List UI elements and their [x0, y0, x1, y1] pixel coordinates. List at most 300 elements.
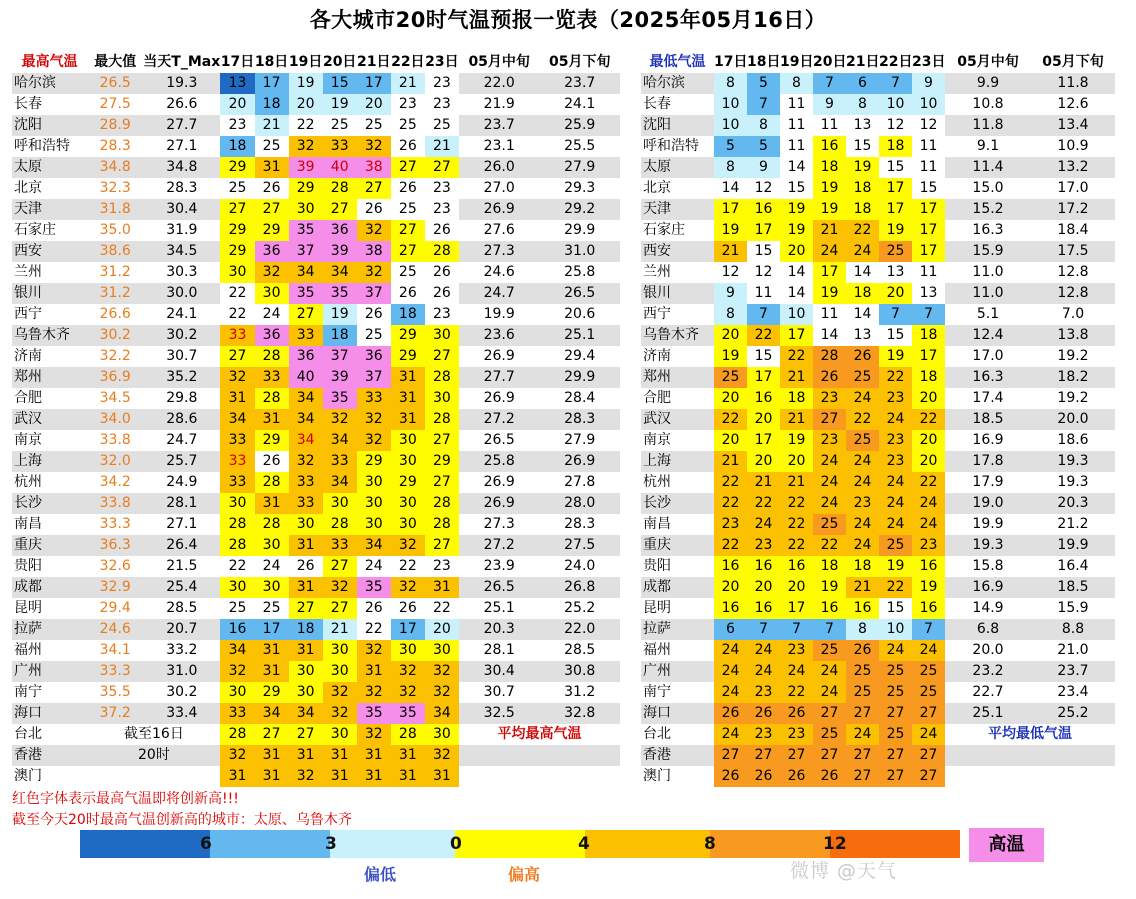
mid-may-value: 22.7: [972, 684, 1004, 700]
city-name: 北京: [14, 180, 42, 196]
min-temp-cell: 17: [912, 346, 945, 367]
min-temp-cell: 20: [912, 388, 945, 409]
watermark: 微博 @天气: [790, 860, 898, 882]
max-temp-cell: 33: [357, 388, 391, 409]
legend-swatch-low-weak: [330, 830, 455, 858]
min-temp-cell: 9: [912, 73, 945, 94]
max-temp-cell: 32: [220, 367, 254, 388]
late-may-value: 10.9: [1057, 138, 1089, 154]
max-temp-cell: 20: [289, 94, 323, 115]
min-temp-cell: 24: [879, 493, 912, 514]
min-temp-cell: 24: [714, 724, 747, 745]
min-temp-cell: 26: [846, 640, 879, 661]
max-header-cell: 23日: [425, 54, 459, 70]
min-temp-cell: 9: [714, 283, 747, 304]
max-temp-cell: 32: [425, 682, 459, 703]
min-temp-cell: 19: [813, 283, 846, 304]
mid-may-value: 26.5: [459, 577, 540, 598]
max-temp-cell: 34: [289, 409, 323, 430]
min-temp-cell: 22: [813, 535, 846, 556]
max-temp-cell: 23: [425, 178, 459, 199]
min-temp-cell: 21: [780, 472, 813, 493]
mid-may-value: 27.2: [459, 535, 540, 556]
empty-cell: [87, 766, 220, 787]
min-temp-cell: 8: [780, 73, 813, 94]
min-temp-cell: 10: [879, 619, 912, 640]
max-temp-cell: 34: [289, 388, 323, 409]
min-temp-cell: 20: [747, 409, 780, 430]
min-temp-cell: 11: [780, 94, 813, 115]
max-temp-cell: 31: [220, 388, 254, 409]
max-temp-cell: 32: [220, 661, 254, 682]
late-may-value: 7.0: [1061, 306, 1085, 322]
min-temp-cell: 13: [879, 262, 912, 283]
min-temp-cell: 14: [846, 262, 879, 283]
today-max: 28.5: [166, 600, 198, 616]
min-temp-cell: 15: [879, 157, 912, 178]
min-temp-cell: 17: [813, 262, 846, 283]
min-temp-cell: 24: [813, 472, 846, 493]
min-table-row: [641, 136, 1115, 157]
max-temp-cell: 30: [289, 661, 323, 682]
max-temp-cell: 30: [220, 682, 254, 703]
max-temp-cell: 31: [357, 766, 391, 787]
min-temp-cell: 16: [780, 556, 813, 577]
mid-may-value: 26.9: [483, 474, 515, 490]
min-temp-cell: 27: [846, 766, 879, 787]
max-table-row: [12, 745, 620, 766]
late-may-value: 32.8: [539, 703, 620, 724]
city-name: 海口: [12, 703, 87, 724]
max-header-cell: 17日: [220, 54, 255, 70]
city-name: 成都: [641, 577, 714, 598]
max-value: 35.0: [99, 222, 131, 238]
max-temp-cell: 31: [391, 745, 425, 766]
min-temp-cell: 15: [747, 241, 780, 262]
max-temp-cell: 32: [289, 451, 323, 472]
mid-may-value: 5.1: [976, 306, 1000, 322]
max-temp-cell: 26: [289, 556, 323, 577]
mid-may-value: 26.5: [483, 432, 515, 448]
min-temp-cell: 24: [747, 640, 780, 661]
today-max: 19.3: [143, 73, 220, 94]
max-value: 26.6: [99, 306, 131, 322]
max-value: 27.5: [99, 96, 131, 112]
max-temp-cell: 31: [255, 745, 289, 766]
max-temp-cell: 33: [323, 535, 357, 556]
min-temp-cell: 27: [912, 766, 945, 787]
min-table-row: [641, 262, 1115, 283]
max-temp-cell: 28: [425, 409, 459, 430]
max-value: 36.9: [87, 367, 143, 388]
mid-may-value: 22.0: [459, 73, 540, 94]
max-temp-cell: 31: [289, 745, 323, 766]
min-temp-cell: 24: [846, 514, 879, 535]
max-temp-cell: 30: [323, 724, 357, 745]
max-temp-cell: 32: [323, 703, 357, 724]
late-may-value: 25.1: [539, 325, 620, 346]
min-temp-cell: 7: [879, 73, 912, 94]
min-temp-cell: 25: [714, 367, 747, 388]
max-value: 31.8: [87, 199, 143, 220]
min-temp-cell: 16: [747, 199, 780, 220]
late-may-value: 23.7: [1031, 661, 1115, 682]
min-temp-cell: 21: [846, 577, 879, 598]
late-may-value: 31.0: [539, 241, 620, 262]
mid-may-value: 27.0: [483, 180, 515, 196]
min-temp-cell: 12: [747, 262, 780, 283]
today-max: 29.8: [166, 390, 198, 406]
mid-may-value: 26.9: [459, 493, 540, 514]
today-max: 25.7: [143, 451, 220, 472]
min-table-row: [641, 598, 1115, 619]
max-temp-cell: 35: [289, 283, 323, 304]
min-temp-cell: 11: [780, 136, 813, 157]
today-max: 28.3: [166, 180, 198, 196]
min-temp-cell: 19: [912, 577, 945, 598]
today-max: 34.5: [143, 241, 220, 262]
min-table-row: [641, 619, 1115, 640]
mid-may-value: 20.0: [972, 642, 1004, 658]
min-temp-cell: 23: [714, 514, 747, 535]
mid-may-value: 19.9: [972, 516, 1004, 532]
min-temp-cell: 13: [846, 325, 879, 346]
max-table-row: [12, 472, 620, 493]
mid-may-value: 26.9: [459, 199, 540, 220]
today-max: 30.0: [143, 283, 220, 304]
min-temp-cell: 20: [879, 283, 912, 304]
min-temp-cell: 23: [879, 388, 912, 409]
min-temp-cell: 10: [879, 94, 912, 115]
mid-may-value: [459, 766, 540, 787]
late-may-value: 26.8: [539, 577, 620, 598]
max-temp-cell: 26: [425, 220, 459, 241]
min-temp-cell: 10: [714, 94, 747, 115]
min-temp-cell: 28: [813, 346, 846, 367]
min-temp-cell: 19: [879, 220, 912, 241]
max-temp-cell: 27: [289, 598, 323, 619]
legend-hot-label: 高温: [969, 828, 1044, 862]
min-table-row: [641, 640, 1115, 661]
max-value: 34.2: [99, 474, 131, 490]
min-temp-cell: 19: [714, 220, 747, 241]
max-temp-cell: 24: [255, 556, 289, 577]
min-temp-cell: 19: [846, 157, 879, 178]
late-may-value: 29.3: [564, 180, 596, 196]
mid-may-value: 27.7: [459, 367, 540, 388]
max-header-cell: 05月中旬: [468, 54, 530, 70]
max-temp-cell: 27: [425, 430, 459, 451]
today-max: 24.9: [166, 474, 198, 490]
city-name: 澳门: [14, 768, 42, 784]
max-temp-cell: 26: [255, 451, 289, 472]
max-temp-cell: 31: [391, 409, 425, 430]
min-temp-cell: 26: [780, 766, 813, 787]
late-may-value: 29.9: [539, 367, 620, 388]
min-temp-cell: 25: [813, 640, 846, 661]
min-temp-cell: 27: [879, 703, 912, 724]
city-name: 拉萨: [641, 619, 714, 640]
min-temp-cell: 5: [747, 136, 780, 157]
max-temp-cell: 21: [425, 136, 459, 157]
late-may-value: [539, 766, 620, 787]
min-temp-cell: 24: [846, 535, 879, 556]
late-may-value: 28.3: [564, 516, 596, 532]
city-name: 台北: [14, 726, 42, 742]
city-name: 香港: [641, 745, 714, 766]
cutoff-note-line2: 20时: [87, 745, 220, 766]
min-temp-cell: 19: [780, 220, 813, 241]
min-temp-cell: 26: [714, 766, 747, 787]
max-table-row: [12, 598, 620, 619]
max-value: 34.5: [99, 390, 131, 406]
max-temp-cell: 26: [357, 304, 391, 325]
max-temp-cell: 29: [220, 157, 254, 178]
legend-tick-12: 12: [823, 834, 847, 854]
city-name: 沈阳: [12, 115, 87, 136]
min-temp-cell: 23: [747, 724, 780, 745]
late-may-value: 27.9: [564, 432, 596, 448]
legend-tick-6: 6: [200, 834, 212, 854]
late-may-value: 11.8: [1031, 73, 1115, 94]
today-max: 27.1: [166, 138, 198, 154]
late-may-value: [539, 745, 620, 766]
mid-may-value: 21.9: [483, 96, 515, 112]
today-max: 30.4: [143, 199, 220, 220]
min-temp-cell: 19: [879, 556, 912, 577]
mid-may-value: 19.3: [945, 535, 1031, 556]
min-temp-cell: 7: [879, 304, 912, 325]
min-temp-cell: 21: [780, 409, 813, 430]
max-value: 32.2: [99, 348, 131, 364]
max-temp-cell: 32: [323, 409, 357, 430]
max-temp-cell: 21: [323, 619, 357, 640]
max-temp-cell: 30: [255, 535, 289, 556]
min-temp-cell: 27: [747, 745, 780, 766]
min-temp-cell: 17: [747, 367, 780, 388]
max-table-row: [12, 136, 620, 157]
max-value: 32.0: [87, 451, 143, 472]
min-temp-cell: 7: [747, 619, 780, 640]
max-temp-cell: 34: [357, 535, 391, 556]
late-may-value: 8.8: [1031, 619, 1115, 640]
max-temp-cell: 26: [425, 262, 459, 283]
max-temp-cell: 27: [289, 724, 323, 745]
mid-may-value: [459, 745, 540, 766]
min-temp-cell: 20: [780, 577, 813, 598]
min-temp-cell: 22: [879, 367, 912, 388]
min-temp-cell: 24: [714, 661, 747, 682]
min-header-cell: 05月下旬: [1042, 54, 1104, 70]
legend-low-label: 偏低: [364, 865, 397, 884]
max-temp-cell: 26: [391, 136, 425, 157]
min-table-row: [641, 703, 1115, 724]
max-temp-cell: 23: [425, 556, 459, 577]
mid-may-value: 15.2: [945, 199, 1031, 220]
max-temp-cell: 32: [391, 661, 425, 682]
late-may-value: 19.9: [1031, 535, 1115, 556]
max-temp-cell: 19: [323, 304, 357, 325]
max-table-row: [12, 640, 620, 661]
min-temp-cell: 27: [714, 745, 747, 766]
max-temp-cell: 27: [425, 472, 459, 493]
max-temp-cell: 32: [255, 262, 289, 283]
mid-may-value: 27.3: [459, 241, 540, 262]
max-table-row: [12, 451, 620, 472]
max-temp-cell: 29: [289, 178, 323, 199]
late-may-value: 28.5: [564, 642, 596, 658]
min-temp-cell: 26: [714, 703, 747, 724]
max-temp-cell: 26: [255, 178, 289, 199]
min-temp-cell: 7: [747, 304, 780, 325]
max-header-row: [12, 52, 620, 73]
min-temp-cell: 24: [780, 661, 813, 682]
min-temp-cell: 24: [879, 472, 912, 493]
city-name: 重庆: [641, 535, 714, 556]
min-temp-cell: 26: [846, 346, 879, 367]
max-temp-cell: 31: [425, 766, 459, 787]
max-temp-cell: 27: [289, 304, 323, 325]
max-temp-cell: 32: [323, 682, 357, 703]
mid-may-value: 17.9: [972, 474, 1004, 490]
max-value: 33.8: [87, 493, 143, 514]
today-max: 30.3: [166, 264, 198, 280]
min-temp-cell: 11: [780, 115, 813, 136]
max-temp-cell: 18: [323, 325, 357, 346]
max-temp-cell: 33: [220, 703, 254, 724]
max-value: 31.2: [99, 264, 131, 280]
legend-tick-4: 4: [578, 834, 590, 854]
min-temp-cell: 26: [813, 766, 846, 787]
legend-swatch-high-mid: [585, 830, 710, 858]
min-temp-cell: 17: [879, 199, 912, 220]
city-name: 南昌: [643, 516, 671, 532]
max-temp-cell: 39: [289, 157, 323, 178]
min-table-row: [641, 199, 1115, 220]
min-temp-cell: 18: [813, 157, 846, 178]
late-may-value: 24.0: [564, 558, 596, 574]
max-temp-cell: 29: [220, 241, 254, 262]
max-value: 38.6: [87, 241, 143, 262]
max-temp-cell: 32: [391, 535, 425, 556]
min-table-row: [641, 367, 1115, 388]
max-header-cell: 当天T_Max: [143, 54, 221, 70]
max-temp-cell: 40: [323, 157, 357, 178]
city-name: 兰州: [14, 264, 42, 280]
min-temp-cell: 17: [912, 220, 945, 241]
city-name: 福州: [14, 642, 42, 658]
max-temp-cell: 27: [323, 598, 357, 619]
min-temp-cell: 22: [714, 409, 747, 430]
max-value: 32.3: [99, 180, 131, 196]
mid-may-value: 28.1: [483, 642, 515, 658]
min-temp-cell: 22: [714, 472, 747, 493]
max-temp-cell: 28: [220, 724, 254, 745]
min-temp-cell: 9: [813, 94, 846, 115]
min-temp-cell: 20: [747, 451, 780, 472]
min-temp-cell: 23: [879, 430, 912, 451]
max-value: 28.9: [87, 115, 143, 136]
mid-may-value: 27.2: [459, 409, 540, 430]
max-temp-cell: 29: [391, 472, 425, 493]
max-temp-cell: 33: [323, 451, 357, 472]
max-temp-cell: 32: [357, 640, 391, 661]
max-temp-cell: 26: [357, 598, 391, 619]
max-value: 33.8: [99, 432, 131, 448]
min-temp-cell: 10: [912, 94, 945, 115]
max-temp-cell: 30: [323, 640, 357, 661]
max-table-row: [12, 388, 620, 409]
max-temp-cell: 30: [391, 451, 425, 472]
min-temp-cell: 11: [912, 136, 945, 157]
page-title: 各大城市20时气温预报一览表（2025年05月16日）: [309, 8, 827, 32]
min-temp-cell: 25: [879, 682, 912, 703]
city-name: 武汉: [12, 409, 87, 430]
min-temp-cell: 24: [813, 451, 846, 472]
max-temp-cell: 40: [289, 367, 323, 388]
max-temp-cell: 32: [357, 430, 391, 451]
min-temp-cell: 22: [846, 220, 879, 241]
late-may-value: 25.8: [564, 264, 596, 280]
max-temp-cell: 21: [255, 115, 289, 136]
min-temp-cell: 21: [714, 451, 747, 472]
city-name: 昆明: [643, 600, 671, 616]
min-table-row: [641, 325, 1115, 346]
max-temp-cell: 29: [220, 220, 254, 241]
max-table-row: [12, 367, 620, 388]
min-temp-cell: 8: [714, 157, 747, 178]
min-temp-cell: 12: [912, 115, 945, 136]
min-temp-cell: 24: [813, 661, 846, 682]
min-temp-cell: 23: [813, 430, 846, 451]
max-temp-cell: 29: [391, 325, 425, 346]
max-temp-cell: 28: [425, 514, 459, 535]
legend-swatch-low-mid: [210, 830, 330, 858]
min-table-row: [641, 472, 1115, 493]
mid-may-value: 15.9: [945, 241, 1031, 262]
min-temp-cell: 24: [846, 724, 879, 745]
max-temp-cell: 18: [289, 619, 323, 640]
min-temp-cell: 16: [912, 556, 945, 577]
late-may-value: 22.0: [539, 619, 620, 640]
max-temp-cell: 29: [255, 682, 289, 703]
min-temp-cell: 24: [912, 640, 945, 661]
legend-swatch-low-strong: [80, 830, 210, 858]
max-table-row: [12, 304, 620, 325]
max-temp-cell: 22: [289, 115, 323, 136]
min-table-row: [641, 115, 1115, 136]
mid-may-value: 17.0: [972, 348, 1004, 364]
city-name: 郑州: [12, 367, 87, 388]
max-value: 32.9: [87, 577, 143, 598]
late-may-value: 27.8: [564, 474, 596, 490]
min-temp-cell: 25: [912, 661, 945, 682]
max-temp-cell: 33: [220, 472, 254, 493]
max-temp-cell: 28: [255, 346, 289, 367]
max-temp-cell: 35: [357, 703, 391, 724]
today-max: 35.2: [143, 367, 220, 388]
min-table-row: [641, 724, 1115, 745]
max-temp-cell: 37: [357, 367, 391, 388]
min-temp-cell: 22: [780, 514, 813, 535]
max-temp-cell: 39: [323, 241, 357, 262]
late-may-value: 29.9: [564, 222, 596, 238]
max-temp-cell: 27: [255, 724, 289, 745]
today-max: 21.5: [166, 558, 198, 574]
record-cities-note: 截至今天20时最高气温创新高的城市：太原、乌鲁木齐: [12, 812, 352, 828]
min-temp-cell: 24: [813, 493, 846, 514]
max-temp-cell: 33: [220, 451, 254, 472]
